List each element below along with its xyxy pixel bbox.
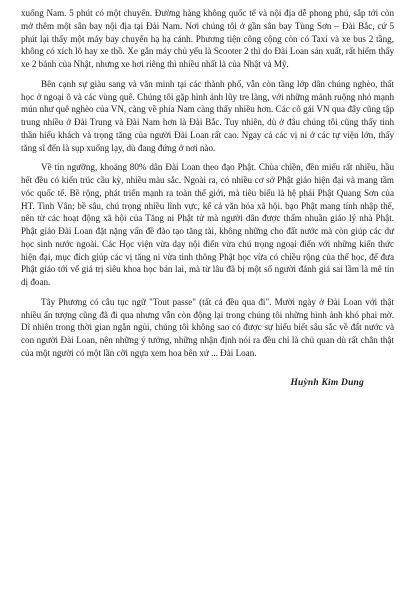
paragraph-transport: xuống Nam. 5 phút có một chuyến. Đường hàng không quốc tế và nội địa dễ phong phú, sắp tới còn mở thêm một sân bay nội địa tại Đài Nam. Nơi chúng tôi ở gần sân bay Tùng Sơn – Đài Bắc, cứ 5 phút lại thấy một máy bay chuyển hạ hạ cánh. Phương tiện công cộng còn có Taxi và xe bus 2 tầng, không có xích lô hay xe thồ. Xe gắn máy chủ yếu là Scooter 2 thì do Đài Loan sản xuất, rất hiếm thấy xe 2 bánh của Nhật, nhưng xe hơi riêng thì nhiều nhất là của Nhật và Mỹ. (21, 8, 394, 69)
paragraph-religion: Về tín ngưỡng, khoảng 80% dân Đài Loan theo đạo Phật. Chùa chiền, đền miếu rất nhiều, hầu hết đều có kiến trúc cầu kỳ, nhiều màu sắc. Ngoài ra, có nhiều cơ sở Phật giáo hiện đại và mang tầm vóc quốc tế. Bề rộng, phát triển mạnh ra toàn thế giới, mà tiêu biểu là hệ phái Phật Quang Sơn của HT. Tinh Vân; bề sâu, chú trọng nhiều lĩnh vực, kể cả văn hóa xã hội. bạo Phật mang tính nhập thế, nên từ các hoạt động xã hội của Tăng ni Phật tử mà người dân được thấm nhuần giáo lý nhà Phật. Phật giáo Đài Loan đặt nặng vấn đề đào tạo tăng tài, không những cho đất nước mà còn giúp các dư học sinh nước ngoài. Các Học viện vừa dạy nội điển vừa chú trọng ngoại điển với những kiến thức hiện đại, mục đích giúp các vị tăng ni vừa tinh thông Phật học vừa có chiều rộng của thế học, để đưa Phật giáo tới vể giá trị siêu khoa học bản lai, mà từ lâu đã bị một số người đánh giá sai lầm là mê tín dị đoan. (21, 162, 394, 287)
paragraph-society: Bên cạnh sự giàu sang và văn minh tại các thành phố, vẫn còn tầng lớp dân chúng nghèo, thất học ở ngoại ô và các vùng quê. Chúng tôi gặp hình ảnh lũy tre làng, với những mảnh ruộng nhỏ mạnh mún như quê nghèo của VN, càng về phía Nam càng thấy nhiều hơn. Các cô gái VN qua đây cũng tập trung nhiều ở Đài Trung và Đài Nam hơn là Đài Bắc. Tuy nhiên, dù ở đâu chúng tôi cũng thấy tinh thần hiếu khách và trọng tăng của người Đài Loan rất cao. Ngay cả các vị ni ở các tự viện lớn, thấy tăng sĩ đến là sụp xuống lạy, dù đang đứng ở nơi nào. (21, 78, 394, 153)
author-signature: Huỳnh Kim Dung (290, 377, 364, 388)
paragraph-conclusion: Tây Phương có câu tục ngữ "Tout passe" (tất cả đều qua đi". Mười ngày ở Đài Loan với thật nhiều ấn tượng cũng đã đi qua nhưng vẫn còn động lại trong chúng tôi những hình ảnh khó phai mờ. Dĩ nhiên trong thời gian ngắn ngủi, chúng tôi không sao có được sự hiểu biết sâu sắc về đất nước và con người Đài Loan, nên những ý tưởng, những nhận định nói ra đều chỉ là chủ quan dù rất chân thật của một người có một lần cỡi ngựa xem hoa bên xứ ... Đài Loan. (21, 296, 394, 358)
